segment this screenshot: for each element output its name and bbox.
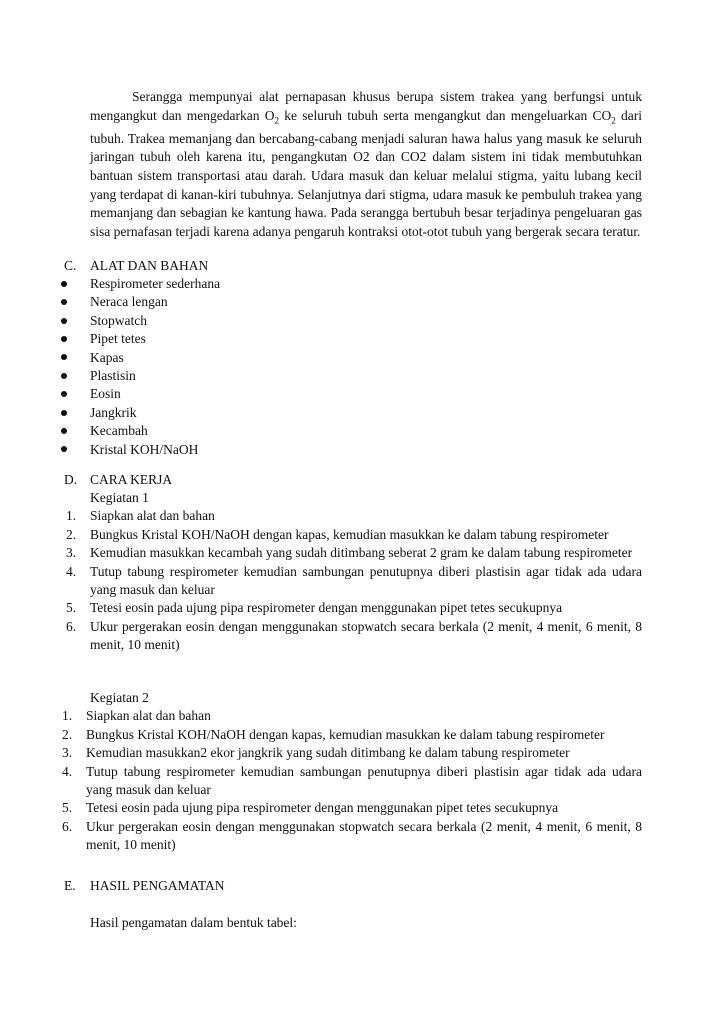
list-item: Jangkrik: [58, 404, 220, 422]
kegiatan-2-title: Kegiatan 2: [90, 690, 149, 705]
list-item: 6. Ukur pergerakan eosin dengan menggunakan stopwatch secara berkala (2 menit, 4 menit, 6 menit, 8 menit, 10 menit): [66, 618, 642, 652]
section-e-letter: E.: [64, 878, 76, 893]
list-item: Kapas: [58, 349, 220, 367]
list-item: Kecambah: [58, 422, 220, 440]
bullet-icon: [61, 373, 67, 379]
section-c-letter: C.: [64, 258, 77, 273]
materials-list: [58, 275, 220, 459]
list-item: Pipet tetes: [58, 330, 220, 348]
list-item: 3. Kemudian masukkan2 ekor jangkrik yang sudah ditimbang ke dalam tabung respirometer: [62, 745, 570, 761]
section-e-title: HASIL PENGAMATAN: [90, 878, 225, 893]
section-c-heading: [64, 257, 208, 275]
co2-subscript: 2: [611, 115, 616, 126]
bullet-icon: [61, 410, 67, 416]
intro-text-start: Serangga mempunyai alat pernapasan khusus berupa sistem trakea yang berfungsi untuk mengangkut dan mengedarkan O: [90, 89, 642, 123]
list-item: 1. Siapkan alat dan bahan: [66, 508, 215, 523]
list-item: 5. Tetesi eosin pada ujung pipa respirometer dengan menggunakan pipet tetes secukupnya: [62, 800, 559, 816]
bullet-icon: [61, 281, 67, 287]
intro-paragraph: [90, 88, 642, 241]
results-intro-text: Hasil pengamatan dalam bentuk tabel:: [90, 915, 297, 930]
list-item: 2. Bungkus Kristal KOH/NaOH dengan kapas, kemudian masukkan ke dalam tabung respirometer: [66, 526, 609, 542]
section-d-heading: [64, 471, 172, 489]
kegiatan-2-steps: [62, 707, 642, 855]
section-d-title: CARA KERJA: [90, 472, 173, 487]
section-e-heading: [64, 877, 225, 895]
bullet-icon: [61, 318, 67, 324]
bullet-icon: [61, 446, 67, 452]
list-item: 4. Tutup tabung respirometer kemudian sambungan penutupnya diberi plastisin agar tidak ada udara yang masuk dan keluar: [66, 563, 642, 597]
intro-paragraph-block: [90, 88, 642, 241]
intro-text-mid: ke seluruh tubuh serta mengangkut dan mengeluarkan CO: [278, 107, 612, 123]
section-d-letter: D.: [64, 472, 78, 487]
list-item: 5. Tetesi eosin pada ujung pipa respirometer dengan menggunakan pipet tetes secukupnya: [66, 600, 563, 616]
list-item: 4. Tutup tabung respirometer kemudian sambungan penutupnya diberi plastisin agar tidak ada udara yang masuk dan keluar: [62, 763, 642, 797]
o2-subscript: 2: [274, 115, 279, 126]
kegiatan-1-title: Kegiatan 1: [90, 490, 149, 505]
list-item: Plastisin: [58, 367, 220, 385]
bullet-icon: [61, 391, 67, 397]
list-item: Eosin: [58, 385, 220, 403]
kegiatan-1-steps: [66, 507, 642, 655]
bullet-icon: [61, 354, 67, 360]
bullet-icon: [61, 428, 67, 434]
list-item: 1. Siapkan alat dan bahan: [62, 708, 211, 723]
list-item: 3. Kemudian masukkan kecambah yang sudah ditimbang seberat 2 gram ke dalam tabung respirometer: [66, 545, 633, 561]
list-item: Neraca lengan: [58, 293, 220, 311]
section-c-title: ALAT DAN BAHAN: [90, 258, 209, 273]
list-item: 6. Ukur pergerakan eosin dengan menggunakan stopwatch secara berkala (2 menit, 4 menit, 6 menit, 8 menit, 10 menit): [62, 818, 642, 852]
list-item: Respirometer sederhana: [58, 275, 220, 293]
intro-text-end: dari tubuh. Trakea memanjang dan bercabang-cabang menjadi saluran hawa halus yang masuk ke seluruh jaringan tubuh oleh karena itu, pengangkutan O2 dan CO2 dalam sistem ini tidak membutuhkan bantuan sistem transportasi atau darah. Udara masuk dan keluar melalui stigma, yaitu lubang kecil yang terdapat di kanan-kiri tubuhnya. Selanjutnya dari stigma, udara masuk ke pembuluh trakea yang memanjang dan sebagian ke kantung hawa. Pada serangga bertubuh besar terjadinya pengeluaran gas sisa pernafasan terjadi karena adanya pengaruh kontraksi otot-otot tubuh yang bergerak secara teratur.: [90, 107, 642, 239]
bullet-icon: [61, 299, 67, 305]
list-item: Stopwatch: [58, 312, 220, 330]
list-item: 2. Bungkus Kristal KOH/NaOH dengan kapas, kemudian masukkan ke dalam tabung respirometer: [62, 726, 605, 742]
list-item: Kristal KOH/NaOH: [58, 441, 220, 459]
bullet-icon: [61, 336, 67, 342]
